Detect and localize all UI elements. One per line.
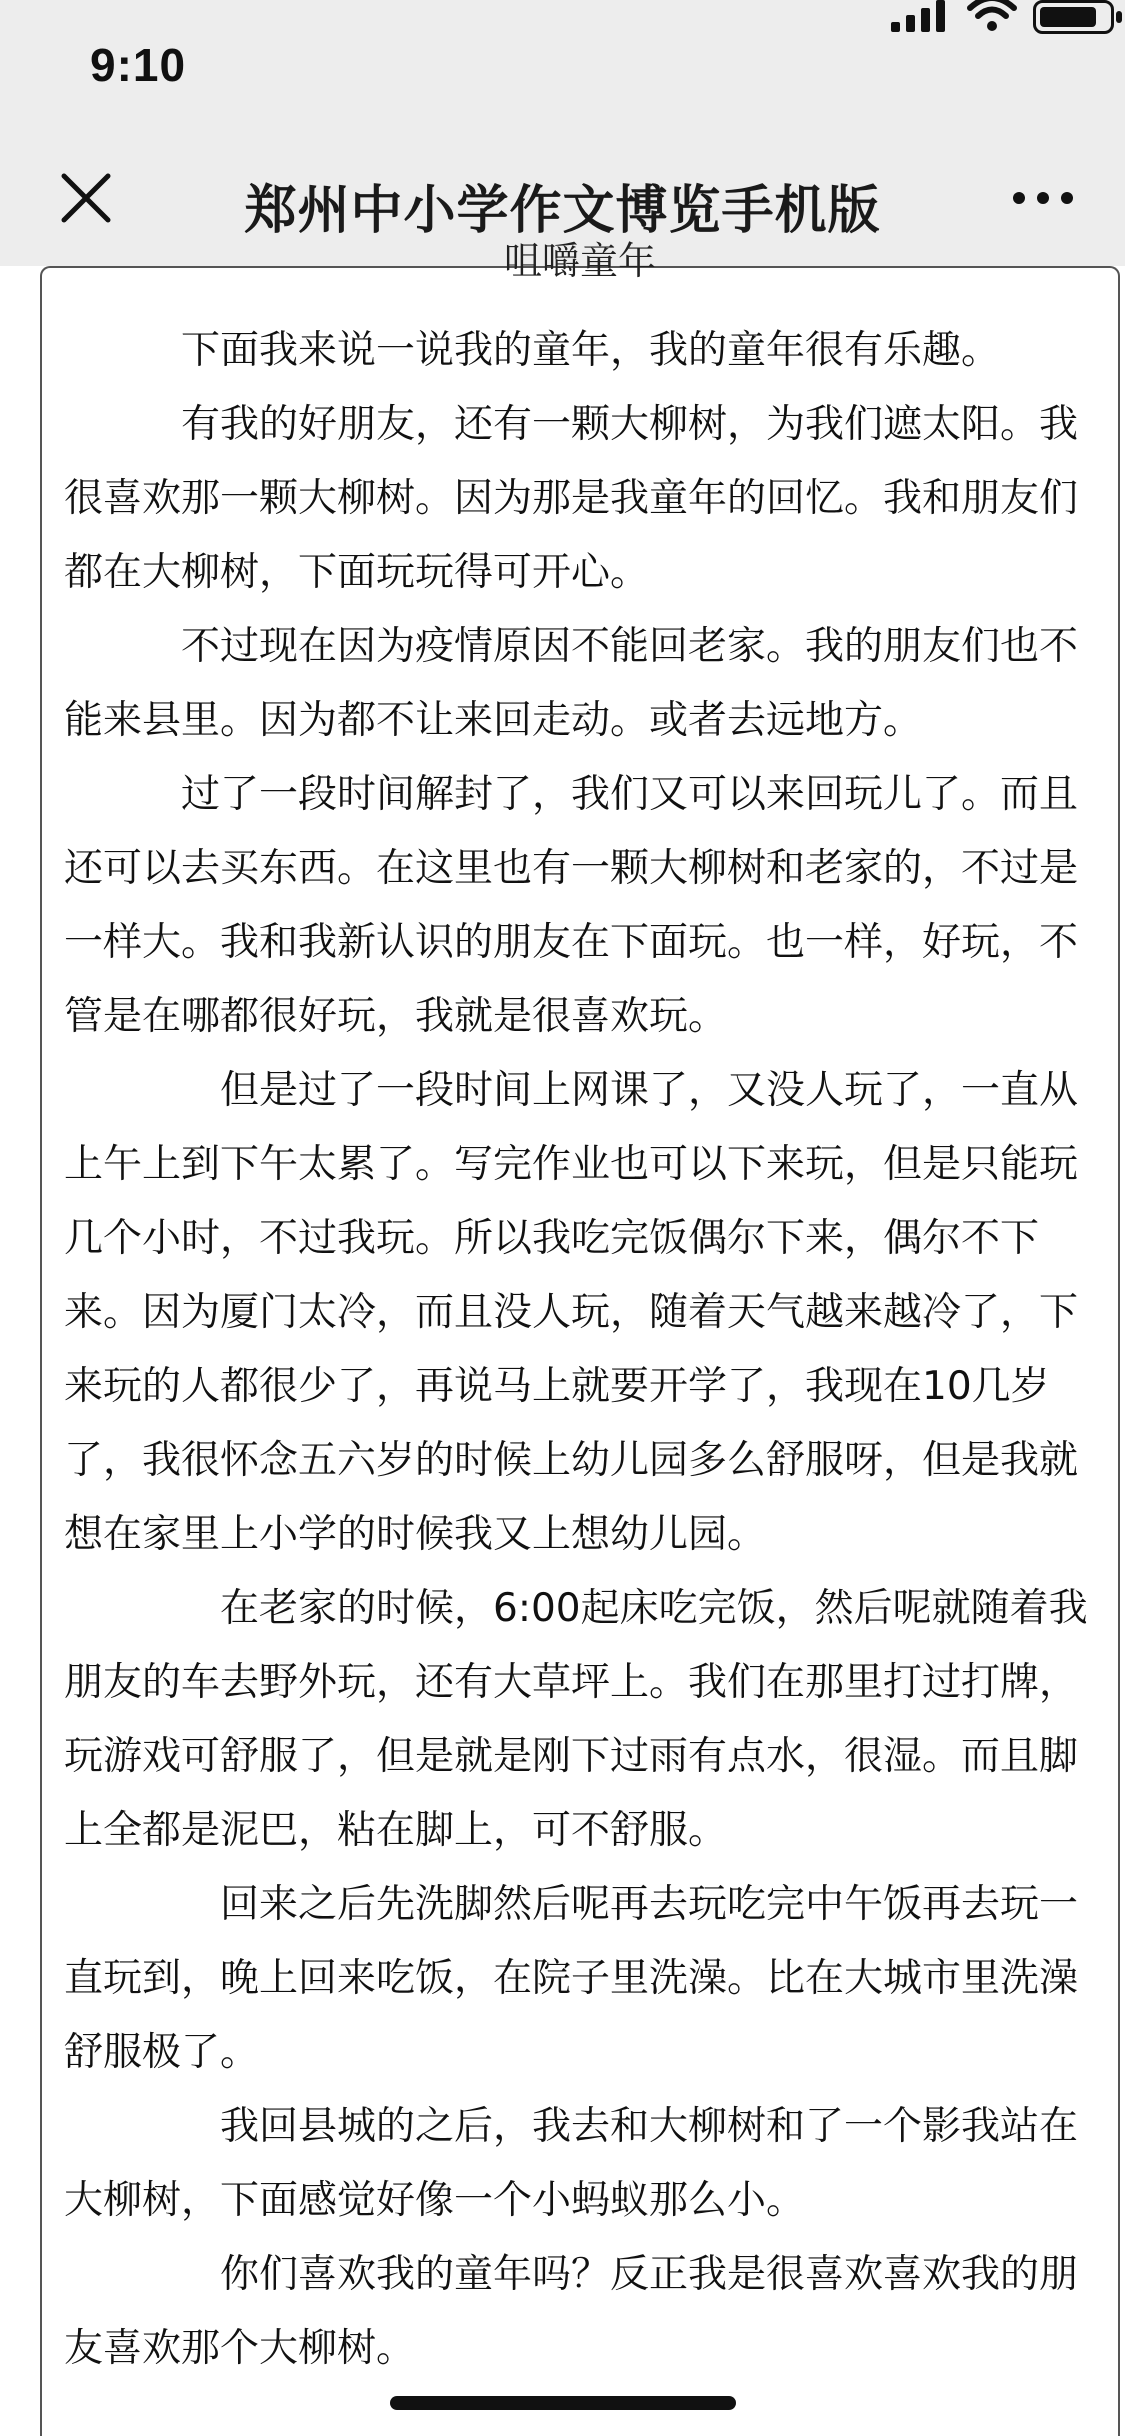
battery-icon xyxy=(1033,0,1125,34)
close-icon[interactable] xyxy=(60,172,112,224)
article-paragraph: 你们喜欢我的童年吗？反正我是很喜欢喜欢我的朋友喜欢那个大柳树。 xyxy=(64,2252,1079,2371)
status-bar xyxy=(0,0,1125,140)
article-paragraph: 在老家的时候，6:00起床吃完饭，然后呢就随着我朋友的车去野外玩，还有大草坪上。我们在那里打过打牌，玩游戏可舒服了，但是就是刚下过雨有点水，很湿。而且脚上全都是泥巴，粘在脚上，可不舒服。 xyxy=(64,1586,1088,1853)
signal-icon xyxy=(891,0,947,32)
article-paragraph: 我回县城的之后，我去和大柳树和了一个影我站在大柳树，下面感觉好像一个小蚂蚁那么小。 xyxy=(64,2104,1079,2223)
article-paragraph: 下面我来说一说我的童年，我的童年很有乐趣。 xyxy=(64,328,1001,373)
article-title: 咀嚼童年 xyxy=(503,239,656,283)
home-indicator[interactable] xyxy=(390,2396,736,2410)
article-paragraph: 不过现在因为疫情原因不能回老家。我的朋友们也不能来县里。因为都不让来回走动。或者去远地方。 xyxy=(64,624,1079,743)
page-title: 郑州中小学作文博览手机版 xyxy=(244,181,881,241)
wifi-icon xyxy=(967,0,1017,34)
article-paragraph: 过了一段时间解封了，我们又可以来回玩儿了。而且还可以去买东西。在这里也有一颗大柳树和老家的，不过是一样大。我和我新认识的朋友在下面玩。也一样，好玩，不管是在哪都很好玩，我就是很喜欢玩。 xyxy=(64,772,1079,1039)
article-paragraph: 回来之后先洗脚然后呢再去玩吃完中午饭再去玩一直玩到，晚上回来吃饭，在院子里洗澡。比在大城市里洗澡舒服极了。 xyxy=(64,1882,1079,2075)
article-body xyxy=(64,314,1094,2386)
article-paragraph: 有我的好朋友，还有一颗大柳树，为我们遮太阳。我很喜欢那一颗大柳树。因为那是我童年的回忆。我和朋友们都在大柳树，下面玩玩得可开心。 xyxy=(64,402,1079,595)
more-icon[interactable] xyxy=(1011,188,1075,208)
status-time: 9:10 xyxy=(90,39,187,91)
article-paragraph: 但是过了一段时间上网课了，又没人玩了，一直从上午上到下午太累了。写完作业也可以下来玩，但是只能玩几个小时，不过我玩。所以我吃完饭偶尔下来，偶尔不下来。因为厦门太冷，而且没人玩，随着天气越来越冷了，下来玩的人都很少了，再说马上就要开学了，我现在10几岁了，我很怀念五六岁的时候上幼儿园多么舒服呀，但是我就想在家里上小学的时候我又上想幼儿园。 xyxy=(64,1068,1079,1557)
article-container xyxy=(40,239,1120,2436)
